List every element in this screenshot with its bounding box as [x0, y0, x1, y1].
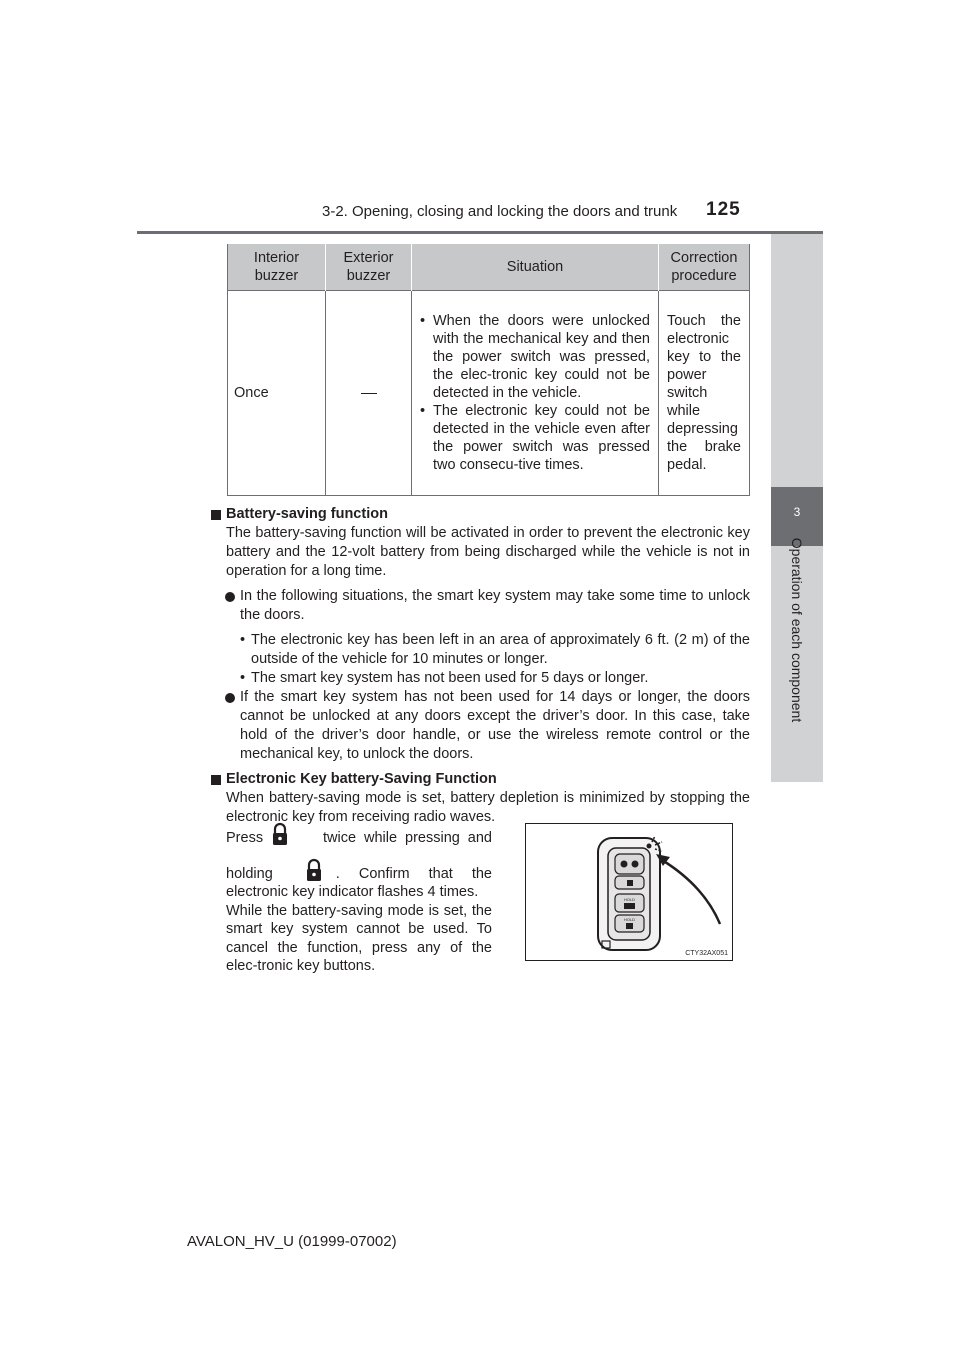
while-text: While the battery-saving mode is set, the smart key system cannot be used. To cancel the function, press any of the elec-tronic key buttons.: [226, 902, 492, 974]
buzzer-table: [227, 244, 750, 496]
page-number: 125: [706, 199, 741, 220]
lock-icon: [271, 822, 315, 844]
confirm-text: . Confirm that the electronic key indicator flashes 4 times.: [226, 865, 492, 900]
press-word: Press: [226, 830, 264, 846]
cell-situation: [412, 291, 659, 496]
key-button-label: HOLD: [623, 897, 636, 902]
electronic-key-intro: When battery-saving mode is set, battery depletion is minimized by stopping the electronic key from receiving radio waves.: [226, 790, 750, 825]
table-header-row: [228, 244, 750, 291]
figure-code: CTY32AX051: [685, 950, 728, 957]
twice-text: twice while pressing and: [323, 830, 492, 846]
battery-saving-point-2: If the smart key system has not been used for 14 days or longer, the doors cannot be unlocked at any doors except the driver’s door. In this case, take hold of the driver’s door handle, or use the wireless remote control or the mechanical key, to unlock the doors.: [210, 688, 750, 764]
header-correction-procedure: Correction procedure: [659, 244, 750, 291]
dash-mark: [361, 393, 377, 394]
footer-doc-id: AVALON_HV_U (01999-07002): [187, 1233, 397, 1250]
chapter-label: Operation of each component: [789, 537, 805, 723]
press-line: [226, 822, 492, 848]
header-title: 3-2. Opening, closing and locking the doors and trunk: [322, 203, 678, 220]
lock-icon: [292, 858, 336, 880]
section-heading-electronic-key: Electronic Key battery-Saving Function: [211, 770, 750, 789]
situation-item-2: • The electronic key could not be detected in the vehicle even after the power switch was pressed two consecu-tive times.: [420, 402, 650, 474]
electronic-key-illustration: [526, 824, 732, 960]
situation-item-1: • When the doors were unlocked with the mechanical key and then the power switch was pressed, the elec-tronic key could not be detected in the vehicle.: [420, 312, 650, 402]
cell-correction: Touch the electronic key to the power switch while depressing the brake pedal.: [659, 291, 750, 496]
header-situation: Situation: [412, 244, 659, 291]
battery-saving-point-1: In the following situations, the smart key system may take some time to unlock the doors.: [210, 587, 750, 625]
section-heading-battery-saving: Battery-saving function: [211, 505, 750, 524]
main-content: [210, 505, 750, 827]
header-rule: [137, 231, 823, 234]
battery-saving-sub-1: • The electronic key has been left in an area of approximately 6 ft. (2 m) of the outside of the vehicle for 10 minutes or longer.: [210, 631, 750, 669]
key-button-label: HOLD: [623, 917, 636, 922]
chapter-number: 3: [771, 487, 823, 546]
battery-saving-sub-2: • The smart key system has not been used for 5 days or longer.: [210, 669, 750, 688]
cell-exterior: [326, 291, 412, 496]
battery-saving-intro: The battery-saving function will be activated in order to prevent the electronic key battery and the 12-volt battery from being discharged while the vehicle is not in operation for a long time.: [226, 525, 750, 579]
cell-interior: Once: [228, 291, 326, 496]
electronic-key-figure: [525, 823, 733, 961]
holding-line: [226, 858, 492, 902]
table-row: [228, 291, 750, 496]
press-instructions: [226, 822, 492, 976]
header-exterior-buzzer: Exterior buzzer: [326, 244, 412, 291]
header-interior-buzzer: Interior buzzer: [228, 244, 326, 291]
holding-word: holding: [226, 865, 273, 882]
